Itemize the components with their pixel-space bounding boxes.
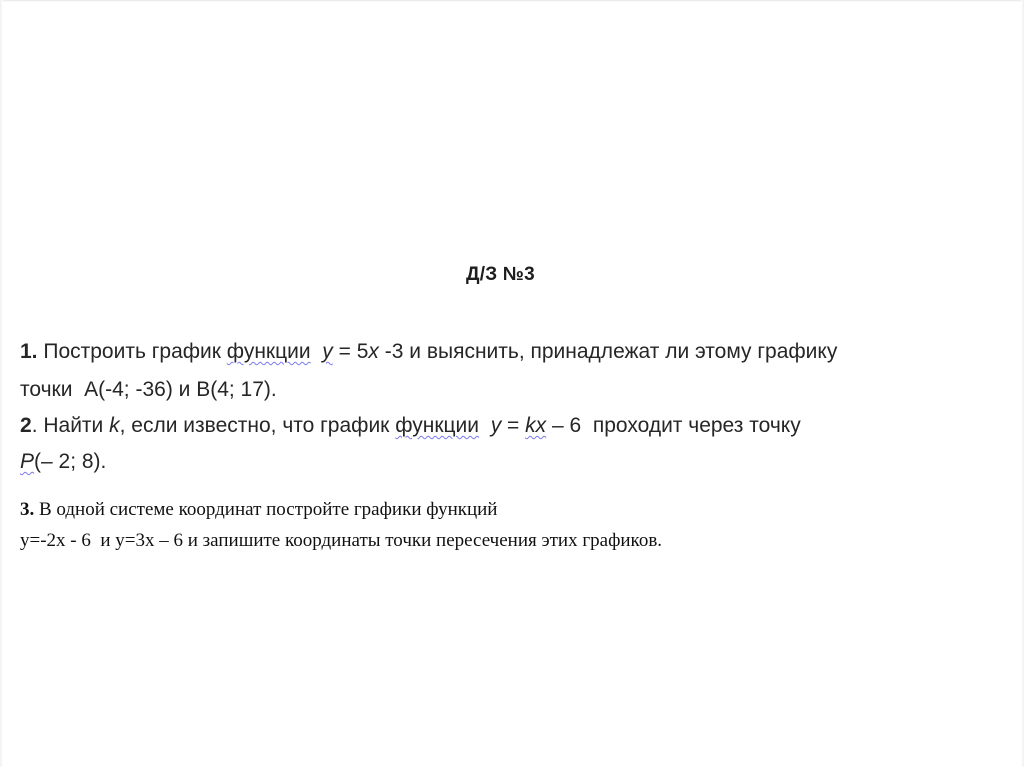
slide-edge-top [0, 0, 1024, 2]
task1-formula-rest: -3 [378, 340, 404, 363]
task3-number: 3. [20, 499, 35, 520]
task2-text-b: , если известно, что график [119, 414, 396, 437]
task1-line2: точки А(-4; -36) и В(4; 17). [20, 378, 277, 401]
task2-formula-eq: = [501, 414, 526, 437]
task1-text-after: и выяснить, принадлежат ли этому графику [403, 340, 838, 363]
task3-text-line1: В одной системе координат постройте графики функций [34, 499, 498, 520]
task2-gap [479, 414, 491, 437]
task2-line1 [20, 414, 801, 438]
task3-line1 [20, 499, 497, 521]
slide-edge-left [0, 0, 3, 767]
task2-formula-rest: – 6 [546, 414, 582, 437]
task2-formula-kx: kx [525, 414, 547, 437]
task2-word-function: функции [395, 414, 480, 437]
task1-number: 1. [20, 340, 38, 363]
task1-line1 [20, 340, 837, 364]
task1-formula-y: y [322, 340, 333, 363]
task2-number: 2 [20, 414, 32, 437]
task2-point-letter: P [20, 450, 35, 473]
task2-point-coords: (– 2; 8). [34, 450, 107, 473]
task1-formula-eq: = 5 [332, 340, 369, 363]
task1-gap [311, 340, 323, 363]
task2-line2 [20, 450, 106, 474]
task3-line2: y=-2x - 6 и y=3x – 6 и запишите координаты точки пересечения этих графиков. [20, 530, 663, 551]
task2-text-after: проходит через точку [581, 414, 801, 437]
task2-k: k [109, 414, 120, 437]
task1-formula-x: x [368, 340, 379, 363]
task2-formula-y: y [490, 414, 502, 437]
task2-text-a: . Найти [31, 414, 110, 437]
task1-text-before: Построить график [37, 340, 227, 363]
homework-title: Д/З №3 [466, 264, 535, 285]
task1-word-function: функции [226, 340, 311, 363]
